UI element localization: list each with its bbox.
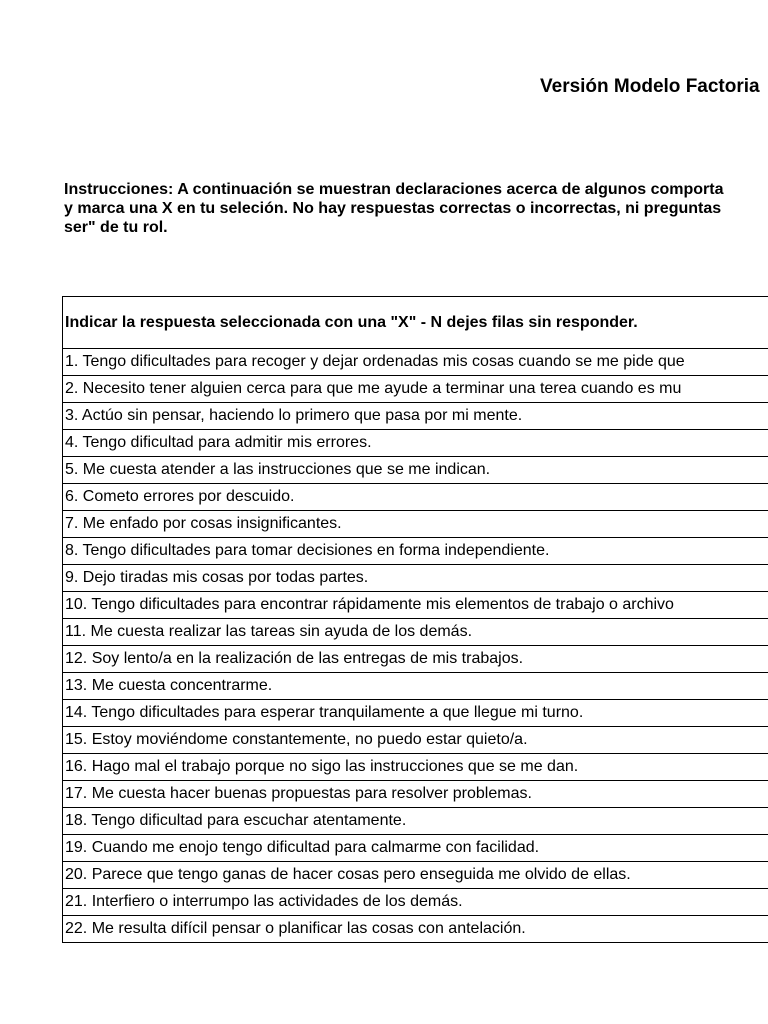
question-cell[interactable]: 14. Tengo dificultades para esperar tranquilamente a que llegue mi turno. [63, 700, 768, 727]
table-row [63, 862, 768, 889]
table-row [63, 457, 768, 484]
table-row [63, 916, 768, 943]
question-cell[interactable]: 5. Me cuesta atender a las instrucciones que se me indican. [63, 457, 768, 484]
question-cell[interactable]: 13. Me cuesta concentrarme. [63, 673, 768, 700]
question-cell[interactable]: 3. Actúo sin pensar, haciendo lo primero que pasa por mi mente. [63, 403, 768, 430]
instructions-line: y marca una X en tu seleción. No hay respuestas correctas o incorrectas, ni preguntas [64, 200, 722, 217]
table-row [63, 727, 768, 754]
table-row [63, 754, 768, 781]
question-cell[interactable]: 16. Hago mal el trabajo porque no sigo las instrucciones que se me dan. [63, 754, 768, 781]
question-cell[interactable]: 10. Tengo dificultades para encontrar rápidamente mis elementos de trabajo o archivo [63, 592, 768, 619]
table-row [63, 565, 768, 592]
table-row [63, 835, 768, 862]
table-row [63, 619, 768, 646]
questionnaire-table [62, 296, 768, 943]
table-row [63, 349, 768, 376]
table-header-row [63, 297, 768, 349]
question-cell[interactable]: 1. Tengo dificultades para recoger y dejar ordenadas mis cosas cuando se me pide que [63, 349, 768, 376]
question-cell[interactable]: 15. Estoy moviéndome constantemente, no puedo estar quieto/a. [63, 727, 768, 754]
table-row [63, 511, 768, 538]
table-row [63, 808, 768, 835]
table-row [63, 889, 768, 916]
question-cell[interactable]: 19. Cuando me enojo tengo dificultad para calmarme con facilidad. [63, 835, 768, 862]
question-cell[interactable]: 9. Dejo tiradas mis cosas por todas partes. [63, 565, 768, 592]
question-cell[interactable]: 18. Tengo dificultad para escuchar atentamente. [63, 808, 768, 835]
question-cell[interactable]: 22. Me resulta difícil pensar o planificar las cosas con antelación. [63, 916, 768, 943]
question-cell[interactable]: 21. Interfiero o interrumpo las actividades de los demás. [63, 889, 768, 916]
question-cell[interactable]: 7. Me enfado por cosas insignificantes. [63, 511, 768, 538]
instructions-line: Instrucciones: A continuación se muestran declaraciones acerca de algunos comporta [64, 181, 724, 198]
table-row [63, 781, 768, 808]
table-header-cell: Indicar la respuesta seleccionada con una "X" - N dejes filas sin responder. [63, 297, 768, 349]
instructions-line: ser" de tu rol. [64, 219, 168, 236]
question-cell[interactable]: 12. Soy lento/a en la realización de las entregas de mis trabajos. [63, 646, 768, 673]
table-row [63, 484, 768, 511]
question-cell[interactable]: 2. Necesito tener alguien cerca para que me ayude a terminar una terea cuando es mu [63, 376, 768, 403]
question-cell[interactable]: 20. Parece que tengo ganas de hacer cosas pero enseguida me olvido de ellas. [63, 862, 768, 889]
document-title: Versión Modelo Factoria [540, 76, 760, 97]
instructions-paragraph [64, 180, 768, 237]
table-row [63, 592, 768, 619]
question-cell[interactable]: 11. Me cuesta realizar las tareas sin ayuda de los demás. [63, 619, 768, 646]
table-row [63, 646, 768, 673]
table-row [63, 430, 768, 457]
table-row [63, 538, 768, 565]
table-row [63, 700, 768, 727]
question-cell[interactable]: 17. Me cuesta hacer buenas propuestas para resolver problemas. [63, 781, 768, 808]
question-cell[interactable]: 6. Cometo errores por descuido. [63, 484, 768, 511]
question-cell[interactable]: 8. Tengo dificultades para tomar decisiones en forma independiente. [63, 538, 768, 565]
table-row [63, 403, 768, 430]
question-cell[interactable]: 4. Tengo dificultad para admitir mis errores. [63, 430, 768, 457]
table-row [63, 376, 768, 403]
table-row [63, 673, 768, 700]
